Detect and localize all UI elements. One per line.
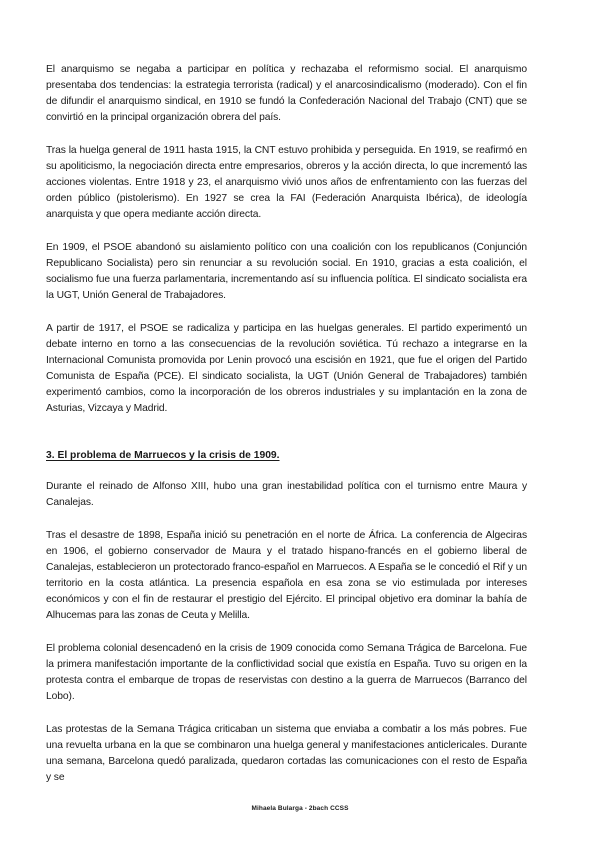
paragraph-cnt: Tras la huelga general de 1911 hasta 1915, la CNT estuvo prohibida y perseguida. En 1919, se reafirmó en su apoliticismo, la negociación directa entre empresarios, obreros y la acción directa, lo que incrementó las acciones violentas. Entre 1918 y 23, el anarquismo vivió unos años de enfrentamiento con las fuerzas del orden público (pistolerismo). En 1927 se crea la FAI (Federación Anarquista Ibérica), de ideología anarquista y que opera mediante acción directa.	[46, 145, 527, 220]
paragraph-semana-tragica: El problema colonial desencadenó en la crisis de 1909 conocida como Semana Trágica de Barcelona. Fue la primera manifestación importante de la conflictividad social que existía en España. Tuvo su origen en la protesta contra el embarque de tropas de reservistas con destino a la guerra de Marruecos (Barranco del Lobo).	[46, 643, 527, 702]
page-footer: Mihaela Bularga - 2bach CCSS	[251, 805, 349, 812]
paragraph-alfonso-xiii: Durante el reinado de Alfonso XIII, hubo una gran inestabilidad política con el turnismo entre Maura y Canalejas.	[46, 481, 527, 508]
section-heading: 3. El problema de Marruecos y la crisis de 1909.	[46, 450, 280, 461]
paragraph-psoe-1917: A partir de 1917, el PSOE se radicaliza y participa en las huelgas generales. El partido experimentó un debate interno en torno a las consecuencias de la revolución soviética. Tú rechazo a integrarse en la Internacional Comunista promovida por Lenin provocó una escisión en 1921, que fue el origen del Partido Comunista de España (PCE). El sindicato socialista, la UGT (Unión General de Trabajadores) también experimentó cambios, como la incorporación de los obreros industriales y su implantación en la zona de Asturias, Vizcaya y Madrid.	[46, 323, 527, 414]
paragraph-psoe-1909: En 1909, el PSOE abandonó su aislamiento político con una coalición con los republicanos (Conjunción Republicano Socialista) pero sin renunciar a su revolución social. En 1910, gracias a esta coalición, el socialismo fue una fuerza parlamentaria, incrementando así su influencia política. El sindicato socialista era la UGT, Unión General de Trabajadores.	[46, 242, 527, 301]
paragraph-marruecos: Tras el desastre de 1898, España inició su penetración en el norte de África. La conferencia de Algeciras en 1906, el gobierno conservador de Maura y el tratado hispano-francés en el gobierno liberal de Canalejas, establecieron un protectorado franco-español en Marruecos. A España se le concedió el Rif y un territorio en la costa atlántica. La presencia española en esa zona se vio estimulada por intereses económicos y con el fin de restaurar el prestigio del Ejército. El principal objetivo era dominar la bahía de Alhucemas para las zonas de Ceuta y Melilla.	[46, 530, 527, 621]
paragraph-protestas: Las protestas de la Semana Trágica criticaban un sistema que enviaba a combatir a los más pobres. Fue una revuelta urbana en la que se combinaron una huelga general y manifestaciones anticlericales. Durante una semana, Barcelona quedó paralizada, quedaron cortadas las comunicaciones con el resto de España y se	[46, 724, 527, 783]
paragraph-anarquismo: El anarquismo se negaba a participar en política y rechazaba el reformismo social. El anarquismo presentaba dos tendencias: la estrategia terrorista (radical) y el anarcosindicalismo (moderado). Con el fin de difundir el anarquismo sindical, en 1910 se fundó la Confederación Nacional del Trabajo (CNT) que se convirtió en la principal organización obrera del país.	[46, 64, 527, 123]
document-page	[46, 62, 527, 803]
